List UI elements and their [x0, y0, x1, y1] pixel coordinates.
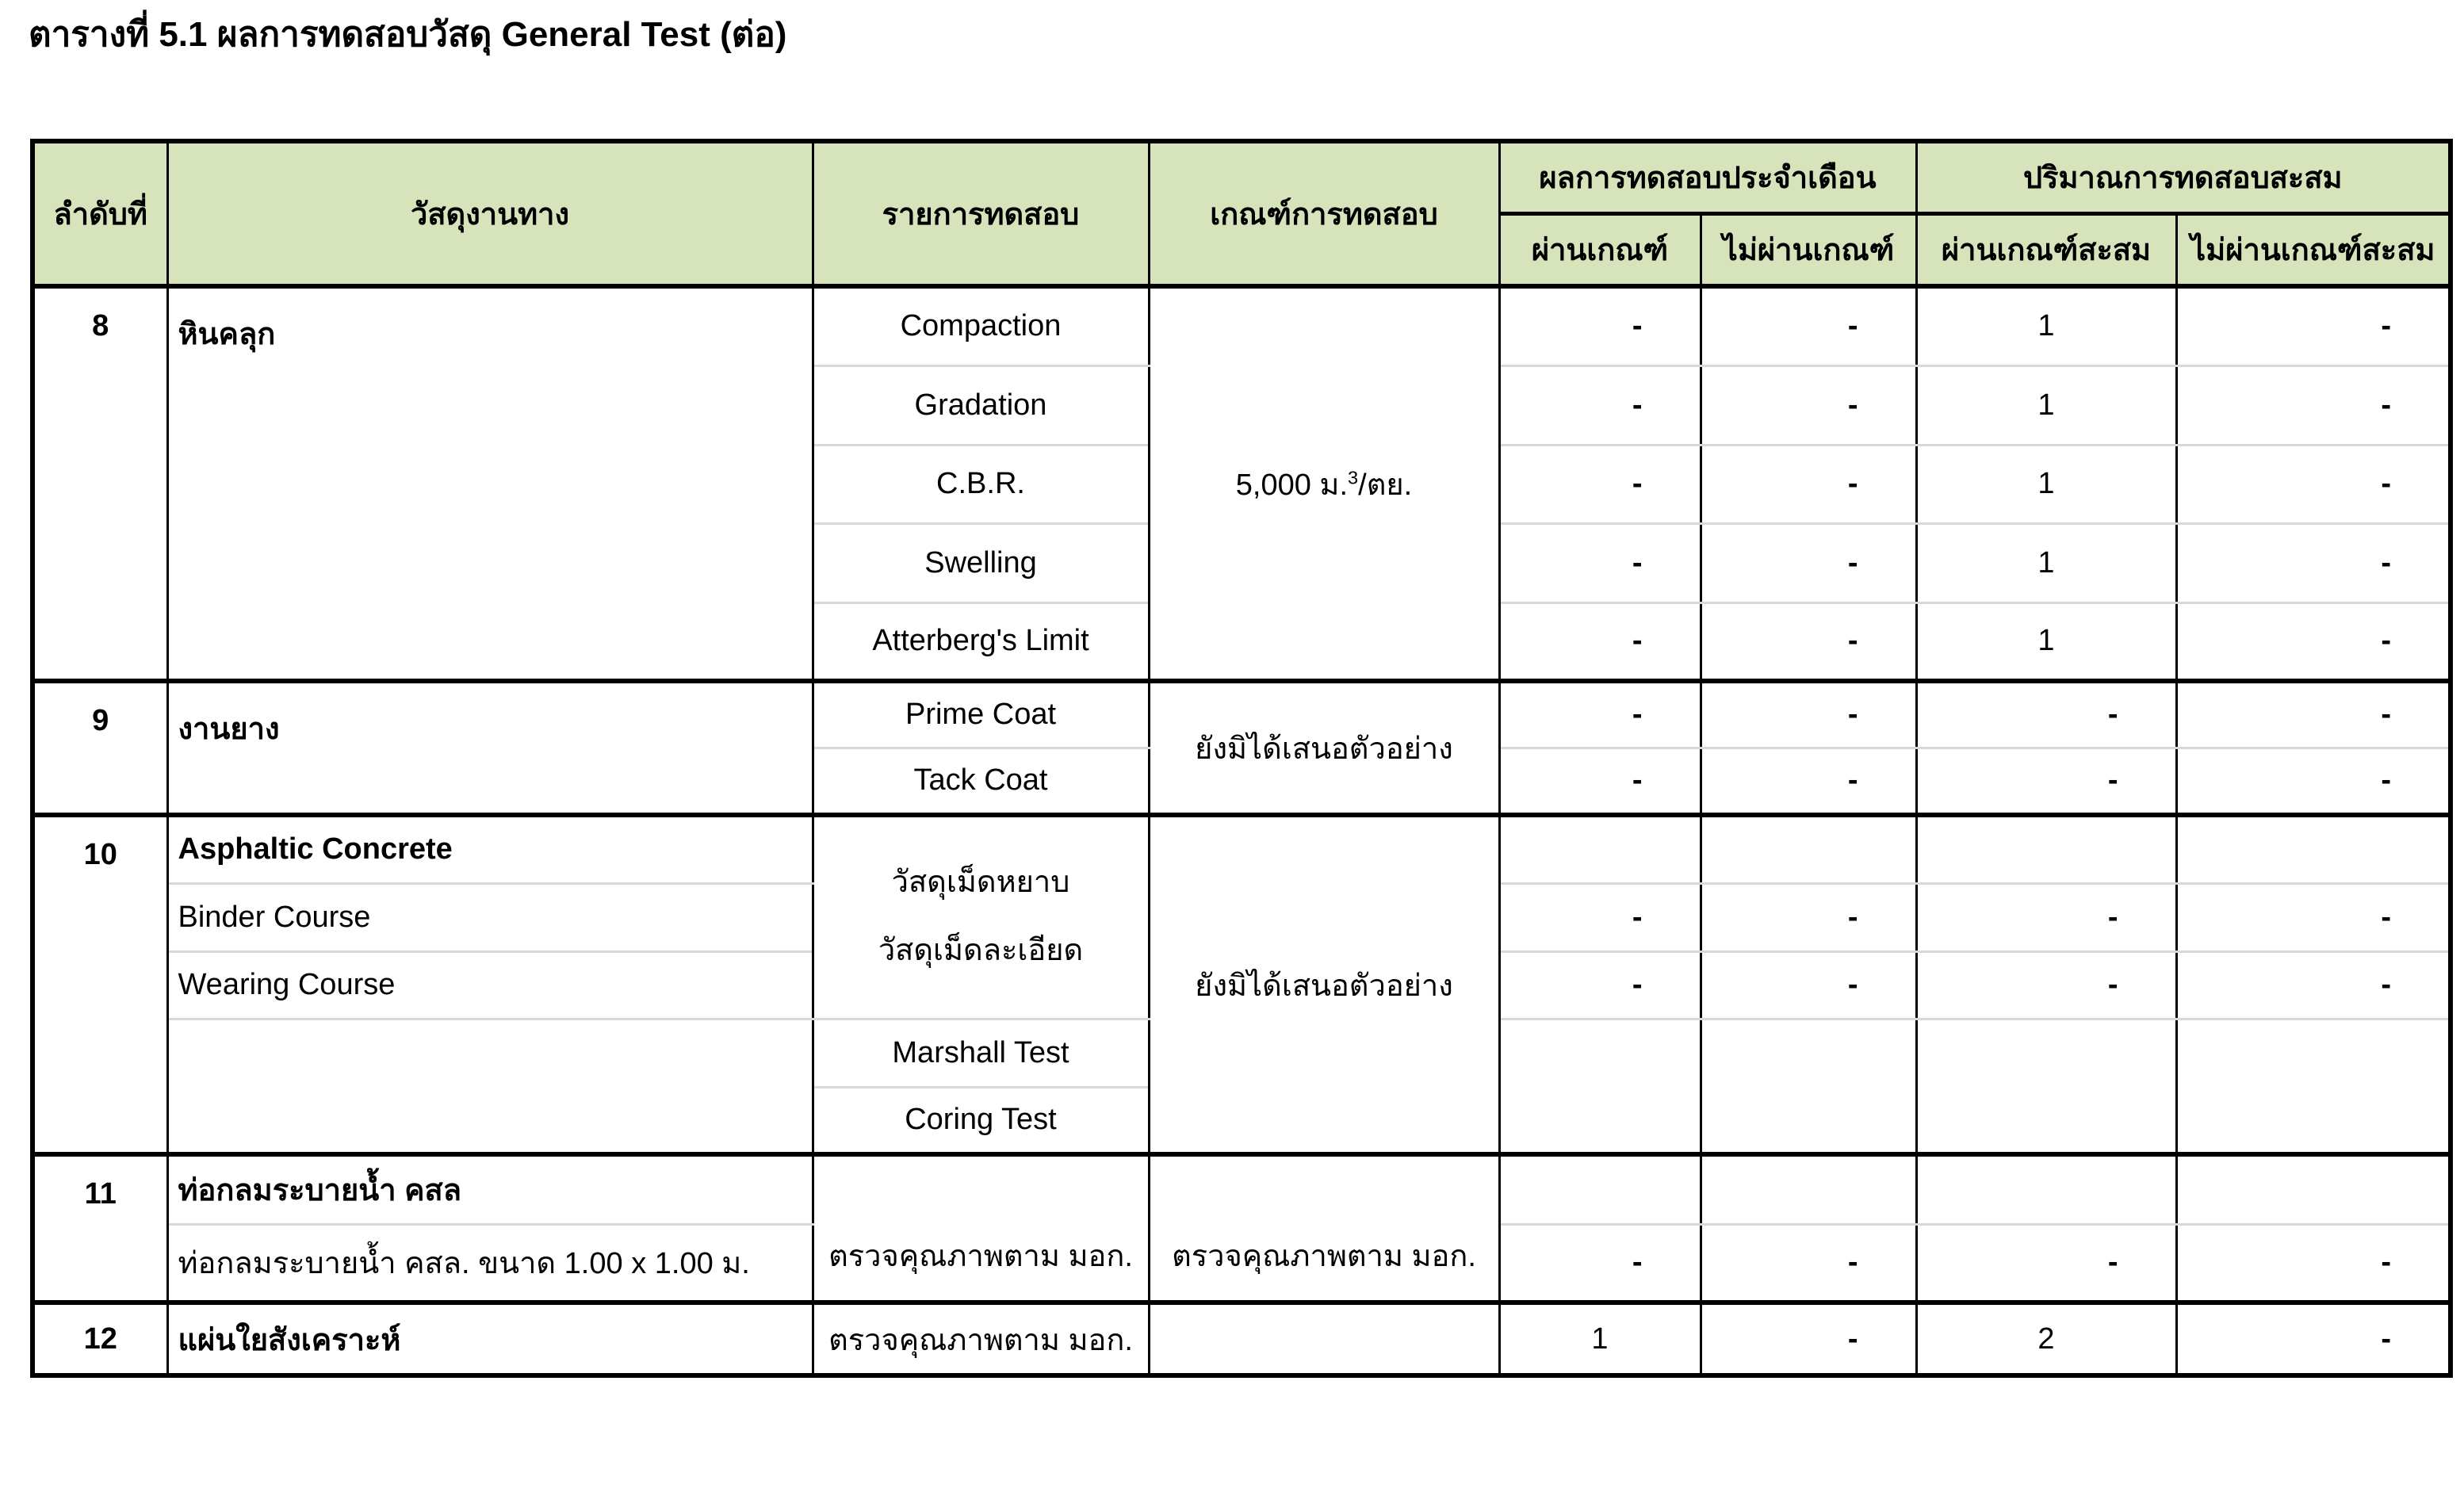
row-9-fail-0: -	[1701, 681, 1916, 748]
row-8-test-4: Atterberg's Limit	[813, 602, 1149, 681]
row-11-pass-cum-1: -	[1916, 1224, 2176, 1302]
row-8-pass-cum-1: 1	[1916, 365, 2176, 445]
table-header	[33, 141, 2451, 286]
row-11-pass-cum-0	[1916, 1154, 2176, 1224]
row-12-fail: -	[1701, 1302, 1916, 1375]
row-8-fail-cum-1: -	[2176, 365, 2451, 445]
row-11-criteria: ตรวจคุณภาพตาม มอก.	[1149, 1154, 1499, 1302]
row-10-material-0: Asphaltic Concrete	[167, 815, 813, 883]
row-8-test-2: C.B.R.	[813, 445, 1149, 523]
row-12-material: แผ่นใยสังเคราะห์	[167, 1302, 813, 1375]
row-11-rc-drain-pipe	[33, 1154, 2451, 1302]
row-10-pass-cum-2: -	[1916, 951, 2176, 1019]
material-test-results-table	[30, 139, 2453, 1378]
row-8-pass-0: -	[1499, 286, 1701, 365]
row-9-fail-cum-0: -	[2176, 681, 2451, 748]
row-9-criteria: ยังมิได้เสนอตัวอย่าง	[1149, 681, 1499, 815]
row-9-material: งานยาง	[167, 681, 813, 815]
row-10-fail-cum-0	[2176, 815, 2451, 883]
row-8-test-1: Gradation	[813, 365, 1149, 445]
row-10-pass-2: -	[1499, 951, 1701, 1019]
row-10-test-coarse: วัสดุเม็ดหยาบ	[891, 866, 1070, 900]
row-12-pass: 1	[1499, 1302, 1701, 1375]
row-8-pass-cum-2: 1	[1916, 445, 2176, 523]
col-group-cumulative-results: ปริมาณการทดสอบสะสม	[1916, 141, 2451, 213]
row-8-material: หินคลุก	[167, 286, 813, 681]
row-8-pass-4: -	[1499, 602, 1701, 681]
row-11-fail-1: -	[1701, 1224, 1916, 1302]
row-8-pass-cum-4: 1	[1916, 602, 2176, 681]
row-10-fail-2: -	[1701, 951, 1916, 1019]
row-11-test: ตรวจคุณภาพตาม มอก.	[813, 1154, 1149, 1302]
row-10-pass-0	[1499, 815, 1701, 883]
row-10-pass-cum-3	[1916, 1019, 2176, 1154]
row-8-test-3: Swelling	[813, 523, 1149, 602]
row-8-pass-2: -	[1499, 445, 1701, 523]
page-title: ตารางที่ 5.1 ผลการทดสอบวัสดุ General Test (ต่อ)	[29, 15, 787, 54]
col-header-test: รายการทดสอบ	[813, 141, 1149, 286]
row-11-fail-cum-0	[2176, 1154, 2451, 1224]
row-8-fail-cum-2: -	[2176, 445, 2451, 523]
row-10-aggregate-tests	[813, 815, 1149, 1019]
col-header-fail-cumulative: ไม่ผ่านเกณฑ์สะสม	[2176, 213, 2451, 286]
row-11-pass-0	[1499, 1154, 1701, 1224]
row-10-material-1: Binder Course	[167, 883, 813, 951]
row-8-pass-cum-3: 1	[1916, 523, 2176, 602]
col-group-monthly-results: ผลการทดสอบประจำเดือน	[1499, 141, 1916, 213]
row-8-crushed-rock	[33, 286, 2451, 681]
row-10-material-empty	[167, 1019, 813, 1154]
criteria-per-sample: /ตย.	[1358, 468, 1413, 502]
row-12-criteria	[1149, 1302, 1499, 1375]
col-header-pass-cumulative: ผ่านเกณฑ์สะสม	[1916, 213, 2176, 286]
row-10-pass-cum-0	[1916, 815, 2176, 883]
row-8-fail-cum-0: -	[2176, 286, 2451, 365]
row-10-fail-cum-1: -	[2176, 883, 2451, 951]
row-10-test-marshall: Marshall Test	[813, 1019, 1149, 1087]
row-12-fail-cum: -	[2176, 1302, 2451, 1375]
row-9-fail-1: -	[1701, 748, 1916, 815]
row-10-asphaltic-concrete	[33, 815, 2451, 1154]
col-header-fail: ไม่ผ่านเกณฑ์	[1701, 213, 1916, 286]
row-10-fail-1: -	[1701, 883, 1916, 951]
row-10-fail-cum-3	[2176, 1019, 2451, 1154]
col-header-no: ลำดับที่	[33, 141, 167, 286]
row-8-fail-3: -	[1701, 523, 1916, 602]
row-9-test-1: Tack Coat	[813, 748, 1149, 815]
row-10-test-fine: วัสดุเม็ดละเอียด	[878, 934, 1084, 968]
row-9-fail-cum-1: -	[2176, 748, 2451, 815]
row-11-fail-cum-1: -	[2176, 1224, 2451, 1302]
row-10-fail-3	[1701, 1019, 1916, 1154]
criteria-volume: 5,000 ม.	[1235, 468, 1349, 502]
row-11-material-1: ท่อกลมระบายน้ำ คสล. ขนาด 1.00 x 1.00 ม.	[167, 1224, 813, 1302]
row-8-pass-1: -	[1499, 365, 1701, 445]
row-10-pass-1: -	[1499, 883, 1701, 951]
row-10-fail-0	[1701, 815, 1916, 883]
row-8-fail-1: -	[1701, 365, 1916, 445]
row-8-pass-cum-0: 1	[1916, 286, 2176, 365]
row-10-number: 10	[33, 815, 167, 1154]
row-8-fail-4: -	[1701, 602, 1916, 681]
row-11-material-0: ท่อกลมระบายน้ำ คสล	[167, 1154, 813, 1224]
row-9-pass-cum-1: -	[1916, 748, 2176, 815]
row-8-fail-cum-3: -	[2176, 523, 2451, 602]
row-9-pass-1: -	[1499, 748, 1701, 815]
row-9-pass-cum-0: -	[1916, 681, 2176, 748]
row-10-test-coring: Coring Test	[813, 1087, 1149, 1154]
row-10-material-2: Wearing Course	[167, 951, 813, 1019]
row-9-test-0: Prime Coat	[813, 681, 1149, 748]
row-8-pass-3: -	[1499, 523, 1701, 602]
row-11-pass-1: -	[1499, 1224, 1701, 1302]
row-10-pass-3	[1499, 1019, 1701, 1154]
row-8-criteria	[1149, 286, 1499, 681]
row-12-test: ตรวจคุณภาพตาม มอก.	[813, 1302, 1149, 1375]
row-9-pass-0: -	[1499, 681, 1701, 748]
row-9-number: 9	[33, 681, 167, 815]
col-header-criteria: เกณฑ์การทดสอบ	[1149, 141, 1499, 286]
row-8-fail-2: -	[1701, 445, 1916, 523]
col-header-pass: ผ่านเกณฑ์	[1499, 213, 1701, 286]
row-8-fail-cum-4: -	[2176, 602, 2451, 681]
row-9-asphalt-work	[33, 681, 2451, 815]
row-11-fail-0	[1701, 1154, 1916, 1224]
row-10-pass-cum-1: -	[1916, 883, 2176, 951]
row-12-pass-cum: 2	[1916, 1302, 2176, 1375]
criteria-superscript: 3	[1348, 466, 1359, 488]
row-8-number: 8	[33, 286, 167, 681]
row-10-fail-cum-2: -	[2176, 951, 2451, 1019]
row-12-number: 12	[33, 1302, 167, 1375]
row-11-number: 11	[33, 1154, 167, 1302]
row-8-test-0: Compaction	[813, 286, 1149, 365]
row-12-geotextile	[33, 1302, 2451, 1375]
row-10-criteria: ยังมิได้เสนอตัวอย่าง	[1149, 815, 1499, 1154]
col-header-material: วัสดุงานทาง	[167, 141, 813, 286]
row-8-fail-0: -	[1701, 286, 1916, 365]
